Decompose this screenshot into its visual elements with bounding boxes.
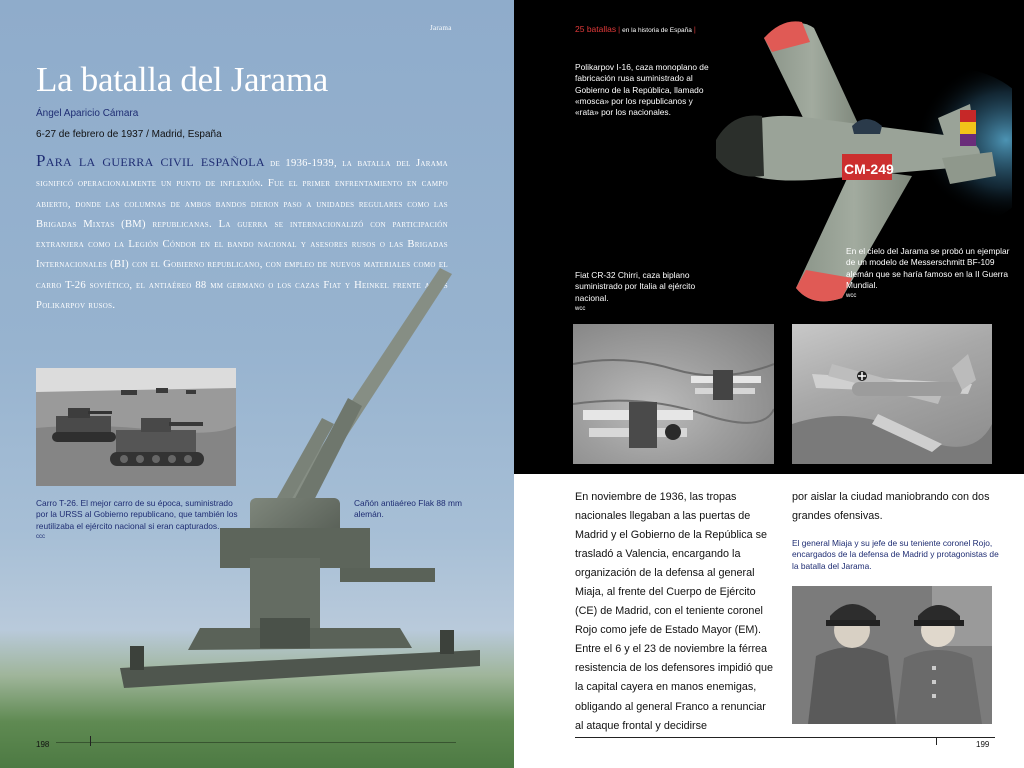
lead-dropcap: Para la guerra civil española xyxy=(36,151,265,170)
bf109-photo-credit: wcc xyxy=(846,293,857,300)
running-head-left: Jarama xyxy=(430,24,452,32)
bottom-rule-left xyxy=(56,742,456,743)
messerschmitt-bf109-illustration xyxy=(792,324,992,464)
right-page xyxy=(514,0,1024,768)
running-head-separator: | xyxy=(693,25,696,34)
miaja-caption: El general Miaja y su jefe de su teniente coronel Rojo, encargados de la defensa de Madrid y protagonistas de la batalla del Jarama. xyxy=(792,538,999,571)
running-head-separator: | xyxy=(618,25,621,34)
body-text-column-1: En noviembre de 1936, las tropas nacionales llegaban a las puertas de Madrid y el Gobierno de la República se trasladó a Valencia, encargando la organización de la defensa al general Miaja, al frente del Cuerpo de Ejército (CE) de Madrid, con el teniente coronel Rojo como jefe de Estado Mayor (EM). Entre el 6 y el 23 de noviembre la férrea resistencia de los defensores impidió que la capital cayera en manos enemigas, obligando al general Franco a renunciar al ataque frontal y decidirse xyxy=(575,491,774,732)
date-place-line: 6-27 de febrero de 1937 / Madrid, España xyxy=(36,129,222,140)
bottom-rule-right xyxy=(575,737,995,738)
cr32-photo-credit: wcc xyxy=(575,305,586,312)
photo-panel xyxy=(514,0,1024,474)
i16-caption: Polikarpov I-16, caza monoplano de fabricación rusa suministrado al Gobierno de la República, llamado «mosca» por los republicanos y «rata» por los nacionales. xyxy=(575,62,709,118)
bf109-photo xyxy=(792,324,992,464)
plane-marking: CM-249 xyxy=(844,161,894,177)
cr32-photo xyxy=(573,324,774,464)
page-num-tick-left xyxy=(90,736,91,746)
officers-portrait-illustration xyxy=(792,586,992,724)
page-title: La batalla del Jarama xyxy=(36,60,329,99)
miaja-rojo-photo xyxy=(792,586,992,724)
series-title: 25 batallas xyxy=(575,24,617,34)
series-subtitle: en la historia de España xyxy=(622,27,692,34)
page-number-right: 199 xyxy=(976,740,990,749)
page-num-tick-right xyxy=(936,737,937,745)
tank-caption-text: Carro T-26. El mejor carro de su época, suministrado por la URSS al Gobierno republicano, que también los reutilizaba el ejército nacional si eran capturados. xyxy=(36,498,238,531)
cr32-caption xyxy=(575,270,725,315)
bf109-caption xyxy=(846,246,1016,302)
body-text-column-2: por aislar la ciudad maniobrando con dos grandes ofensivas. xyxy=(792,491,990,523)
author-byline: Ángel Aparicio Cámara xyxy=(36,108,139,119)
flak-gun-illustration xyxy=(100,268,490,708)
page-number-left: 198 xyxy=(36,740,50,749)
cr32-caption-text: Fiat CR-32 Chirri, caza biplano suministrado por Italia al ejército nacional. xyxy=(575,270,696,303)
bf109-caption-text: En el cielo del Jarama se probó un ejemplar de un modelo de Messerschmitt BF-109 alemán que se haría famoso en la II Guerra Mundial. xyxy=(846,246,1010,290)
flak-caption: Cañón antiaéreo Flak 88 mm alemán. xyxy=(354,498,462,520)
running-head-right xyxy=(575,24,698,34)
tank-photo-credit: ccc xyxy=(36,533,45,540)
fiat-cr32-illustration xyxy=(573,324,774,464)
lead-body: de 1936-1939, la batalla del Jarama significó operacionalmente un punto de inflexión. Fue el primer enfrentamiento en campo abierto, donde las columnas de ambos bandos dieron paso a unidades regulares como las Brigadas Mixtas (BM) republicanas. La guerra se internacionalizó con participación extranjera como la Legión Cóndor en el bando nacional y asesores rusos o las Brigadas Internacionales (BI) con el Gobierno republicano, con empleo de nuevos materiales como el carro T-26 soviético, el antiaéreo 88 mm germano o los cazas Fiat y Heinkel frente a los Polikarpov rusos. xyxy=(36,158,448,312)
